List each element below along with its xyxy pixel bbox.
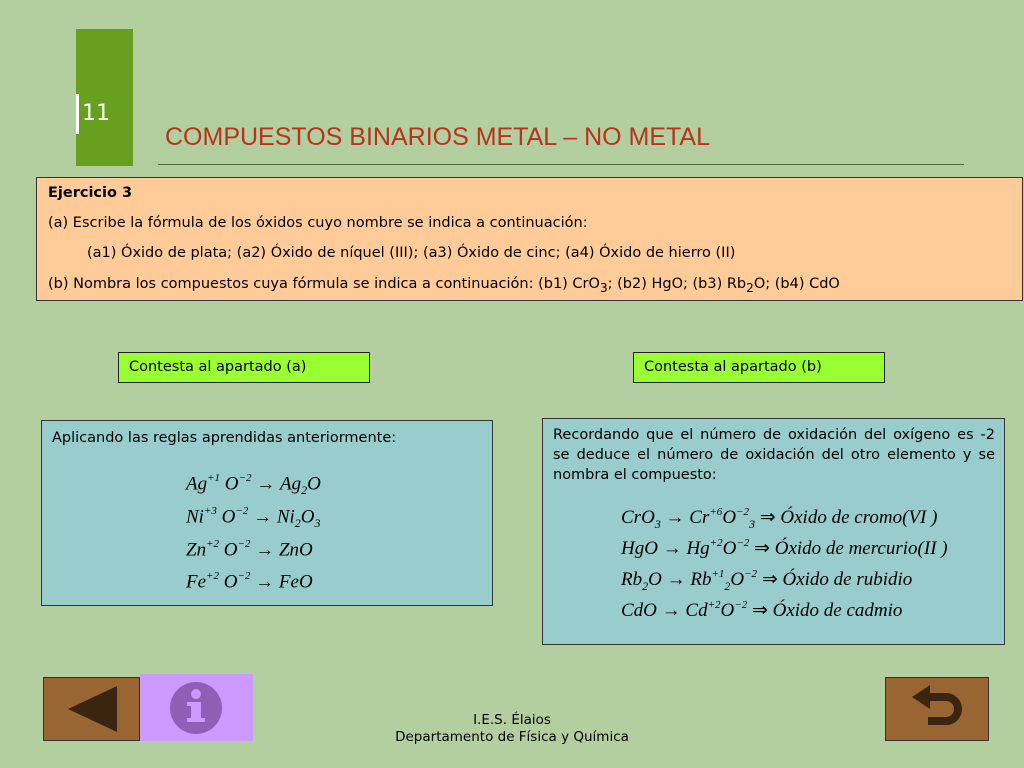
arrow-icon: → bbox=[660, 507, 690, 528]
formula-row bbox=[621, 506, 937, 532]
formula-row bbox=[186, 539, 313, 561]
answer-panel-b bbox=[542, 418, 1005, 645]
compound-formula: Rb bbox=[621, 569, 643, 590]
oxygen-oxidation-number: −2 bbox=[736, 536, 750, 549]
arrow-icon: → bbox=[248, 506, 277, 528]
product-formula: Ag bbox=[279, 473, 302, 495]
footer-department: Departamento de Física y Química bbox=[395, 729, 629, 745]
answer-panel-a bbox=[41, 420, 493, 606]
oxygen-symbol: O bbox=[722, 538, 737, 559]
return-arrow-icon bbox=[886, 678, 988, 740]
metal-symbol: Rb bbox=[690, 569, 712, 590]
panel-b-intro: Recordando que el número de oxidación del oxígeno es -2 se deduce el número de oxidación del otro elemento y se nombra el compuesto: bbox=[553, 427, 995, 483]
previous-slide-button[interactable] bbox=[43, 677, 140, 741]
compound-formula: HgO bbox=[621, 538, 658, 559]
product-subscript: 2 bbox=[294, 516, 301, 531]
compound-b4 bbox=[775, 276, 840, 292]
compound-name: Óxido de cromo(VI ) bbox=[780, 507, 938, 528]
compound-text: ; bbox=[607, 276, 618, 292]
formula-row bbox=[621, 537, 948, 560]
metal-symbol: Hg bbox=[686, 538, 710, 559]
metal-oxidation-number: +2 bbox=[709, 536, 723, 549]
compound-b2 bbox=[617, 276, 688, 292]
metal-oxidation-number: +1 bbox=[711, 567, 725, 580]
oxygen-symbol: O bbox=[730, 569, 745, 590]
compound-text: (b3) Rb bbox=[692, 276, 747, 292]
compound-name: Óxido de mercurio(II ) bbox=[774, 538, 948, 559]
arrow-icon: → bbox=[661, 569, 691, 590]
product-formula: FeO bbox=[278, 571, 313, 593]
formula-row bbox=[186, 506, 321, 531]
compound-name: Óxido de cadmio bbox=[772, 600, 903, 621]
metal-oxidation-number: +2 bbox=[206, 570, 219, 582]
oxygen-symbol: O bbox=[722, 507, 737, 528]
product-formula-tail: O bbox=[300, 506, 315, 528]
exercise-part-b-text: (b) Nombra los compuestos cuya fórmula se indica a continuación: bbox=[48, 276, 534, 292]
oxygen-oxidation-number: −2 bbox=[238, 472, 252, 484]
oxygen-oxidation-number: −2 bbox=[736, 505, 749, 518]
oxygen-oxidation-number: −2 bbox=[237, 538, 251, 550]
metal-symbol: Zn bbox=[186, 539, 207, 561]
metal-oxidation-number: +2 bbox=[206, 538, 220, 550]
compound-text: (b4) CdO bbox=[774, 276, 840, 292]
arrow-icon: → bbox=[250, 539, 279, 561]
metal-symbol: Cd bbox=[685, 600, 708, 621]
implies-icon: ⇒ bbox=[754, 507, 781, 528]
compound-subscript: 3 bbox=[599, 280, 608, 295]
exercise-part-b bbox=[48, 276, 840, 295]
arrow-icon: → bbox=[657, 538, 687, 559]
compound-formula-tail: O bbox=[648, 569, 662, 590]
compound-b3 bbox=[692, 276, 771, 295]
compound-b1 bbox=[538, 276, 618, 295]
formula-row bbox=[621, 568, 912, 594]
formula-row bbox=[186, 571, 313, 593]
metal-oxidation-number: +3 bbox=[203, 505, 217, 517]
slide-number-marker bbox=[76, 94, 79, 134]
formula-row bbox=[621, 599, 902, 622]
oxygen-oxidation-number: −2 bbox=[744, 567, 758, 580]
implies-icon: ⇒ bbox=[749, 538, 775, 559]
compound-name: Óxido de rubidio bbox=[782, 569, 913, 590]
exercise-part-b-items bbox=[538, 276, 840, 295]
oxygen-symbol: O bbox=[720, 600, 735, 621]
implies-icon: ⇒ bbox=[757, 569, 783, 590]
arrow-icon: → bbox=[250, 571, 279, 593]
compound-subscript: 2 bbox=[642, 578, 649, 593]
compound-text: (b2) HgO; bbox=[617, 276, 688, 292]
product-subscript: 2 bbox=[301, 483, 308, 498]
return-button[interactable] bbox=[885, 677, 989, 741]
metal-oxidation-number: +2 bbox=[707, 598, 721, 611]
compound-formula: CrO bbox=[621, 507, 655, 528]
compound-subscript: 3 bbox=[654, 516, 661, 531]
compound-formula: CdO bbox=[621, 600, 657, 621]
slide-tab bbox=[76, 29, 133, 166]
oxygen-symbol: O bbox=[224, 473, 239, 495]
footer-school: I.E.S. Élaios bbox=[473, 712, 551, 728]
metal-oxidation-number: +6 bbox=[709, 505, 723, 518]
info-button[interactable] bbox=[140, 674, 253, 741]
slide-number: 11 bbox=[82, 101, 110, 126]
metal-symbol: Ni bbox=[186, 506, 204, 528]
arrow-icon: → bbox=[656, 600, 686, 621]
metal-oxidation-number: +1 bbox=[207, 472, 221, 484]
compound-text: O; bbox=[753, 276, 771, 292]
product-formula: Ni bbox=[276, 506, 295, 528]
product-formula: ZnO bbox=[278, 539, 313, 561]
product-formula-tail: O bbox=[307, 473, 321, 495]
answer-part-a-button[interactable]: Contesta al apartado (a) bbox=[118, 352, 370, 383]
title-divider bbox=[158, 164, 964, 165]
metal-symbol: Fe bbox=[186, 571, 207, 593]
compound-text: (b1) CrO bbox=[538, 276, 600, 292]
oxygen-oxidation-number: −2 bbox=[734, 598, 748, 611]
answer-part-b-button[interactable]: Contesta al apartado (b) bbox=[633, 352, 885, 383]
info-icon bbox=[140, 674, 253, 741]
implies-icon: ⇒ bbox=[747, 600, 773, 621]
metal-symbol: Ag bbox=[186, 473, 208, 495]
page-title: COMPUESTOS BINARIOS METAL – NO METAL bbox=[165, 123, 711, 151]
exercise-box bbox=[36, 177, 1023, 301]
exercise-part-a: (a) Escribe la fórmula de los óxidos cuyo nombre se indica a continuación: bbox=[48, 215, 588, 231]
metal-subscript: 2 bbox=[724, 578, 731, 593]
oxygen-symbol: O bbox=[221, 506, 236, 528]
metal-symbol: Cr bbox=[689, 507, 710, 528]
exercise-heading: Ejercicio 3 bbox=[48, 185, 133, 201]
oxygen-oxidation-number: −2 bbox=[235, 505, 249, 517]
oxygen-subscript: 3 bbox=[748, 516, 755, 531]
arrow-icon: → bbox=[251, 473, 280, 495]
left-triangle-icon bbox=[44, 678, 139, 740]
oxygen-oxidation-number: −2 bbox=[237, 570, 251, 582]
oxygen-symbol: O bbox=[223, 571, 238, 593]
product-subscript: 3 bbox=[314, 516, 321, 531]
oxygen-symbol: O bbox=[223, 539, 238, 561]
formula-row bbox=[186, 473, 321, 498]
exercise-part-a-items: (a1) Óxido de plata; (a2) Óxido de níquel (III); (a3) Óxido de cinc; (a4) Óxido de hierro (II) bbox=[87, 245, 736, 261]
panel-a-intro: Aplicando las reglas aprendidas anteriormente: bbox=[52, 430, 397, 446]
compound-subscript: 2 bbox=[746, 280, 754, 295]
